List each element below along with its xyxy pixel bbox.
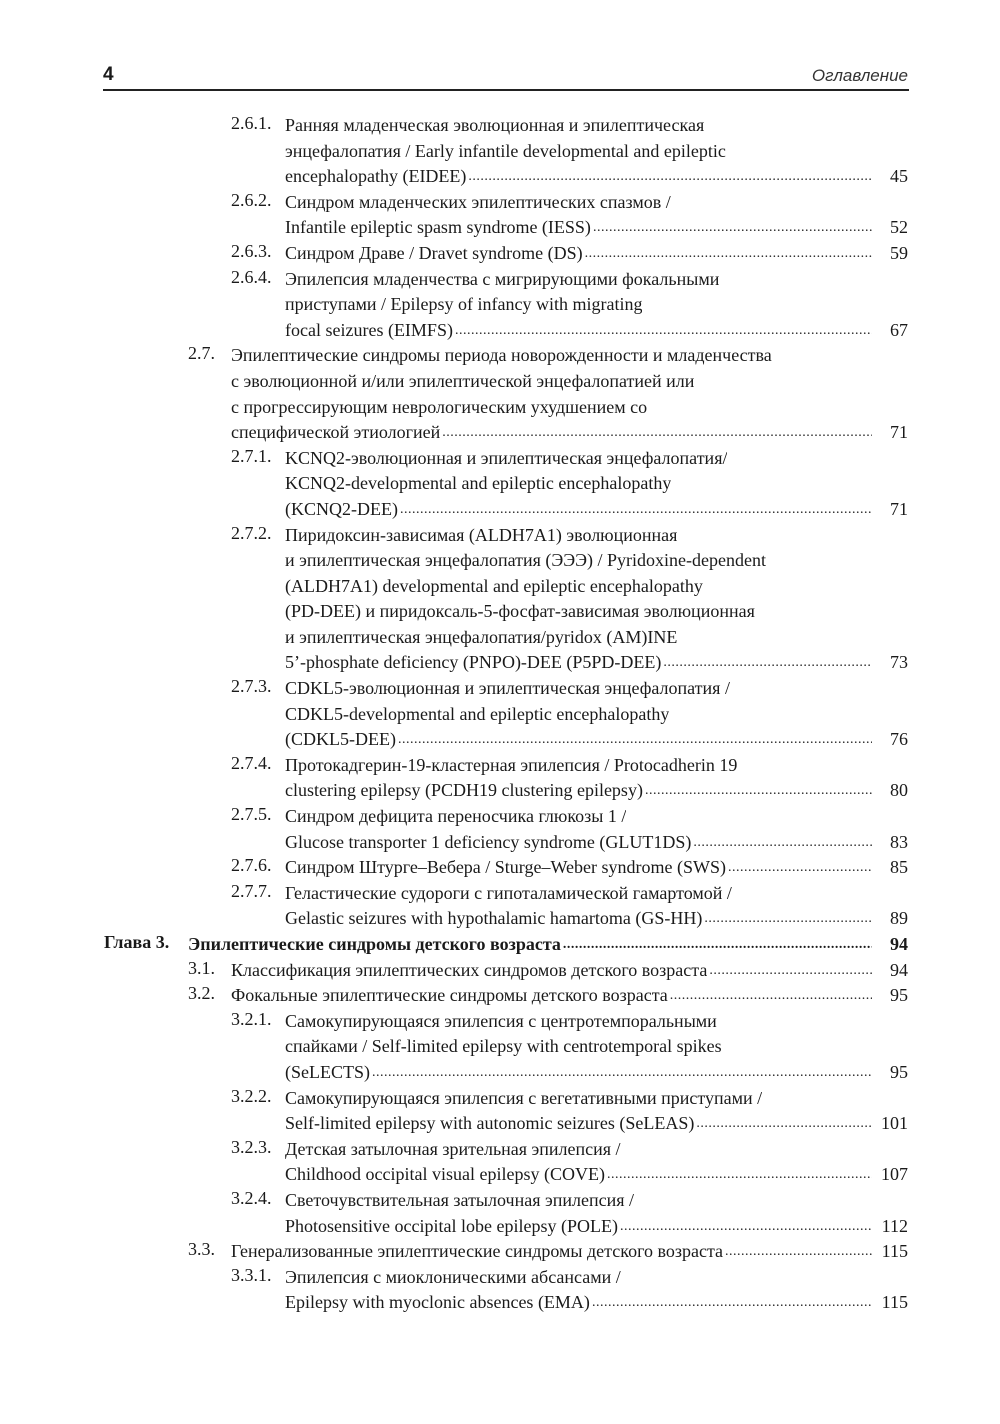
toc-page-number: 80 — [890, 780, 908, 801]
toc-entry-number: 3.3. — [188, 1239, 215, 1260]
toc-entry-number: 2.7.5. — [231, 804, 272, 825]
toc-entry-title: и эпилептическая энцефалопатия (ЭЭЭ) / Pyridoxine-dependent — [285, 550, 766, 571]
toc-entry[interactable] — [0, 241, 1000, 267]
toc-entry-line — [0, 804, 1000, 830]
toc-entry-title: CDKL5-developmental and epileptic encephalopathy — [285, 703, 670, 724]
toc-entry-title: Эпилепсия с миоклоническими абсансами / — [285, 1266, 621, 1287]
toc-entry-title: Glucose transporter 1 deficiency syndrome (GLUT1DS) — [285, 831, 692, 852]
toc-entry-line — [0, 650, 1000, 676]
dot-leader — [370, 1060, 872, 1086]
toc-entry-number: 2.6.2. — [231, 189, 272, 210]
toc-page-number: 71 — [890, 498, 908, 519]
dot-leader — [691, 830, 872, 856]
toc-entry-title: (PD-DEE) и пиридоксаль-5-фосфат-зависимая эволюционная — [285, 601, 755, 622]
toc-entry-number: 2.6.4. — [231, 266, 272, 287]
toc-entry[interactable] — [0, 343, 1000, 445]
toc-page-number: 112 — [881, 1215, 908, 1236]
toc-entry-line — [0, 778, 1000, 804]
toc-entry[interactable] — [0, 523, 1000, 677]
toc-entry-number: 2.7.6. — [231, 855, 272, 876]
dot-leader — [702, 906, 872, 932]
toc-entry-title: и эпилептическая энцефалопатия/pyridox (AM)INE — [285, 626, 678, 647]
toc-entry-line — [0, 471, 1000, 497]
toc-entry[interactable] — [0, 753, 1000, 804]
toc-entry-line — [0, 1239, 1000, 1265]
dot-leader — [605, 1162, 872, 1188]
toc-entry[interactable] — [0, 983, 1000, 1009]
toc-entry-line — [0, 241, 1000, 267]
toc-entry-title: focal seizures (EIMFS) — [285, 319, 453, 340]
toc-entry[interactable] — [0, 1137, 1000, 1188]
toc-entry-line — [0, 318, 1000, 344]
toc-entry[interactable] — [0, 804, 1000, 855]
toc-entry-line — [0, 1214, 1000, 1240]
toc-entry-number: 3.2. — [188, 983, 215, 1004]
toc-entry-line — [0, 343, 1000, 369]
toc-entry-line — [0, 523, 1000, 549]
toc-entry[interactable] — [0, 267, 1000, 344]
toc-entry-line — [0, 267, 1000, 293]
toc-entry-line — [0, 139, 1000, 165]
toc-entry-number: 2.7.4. — [231, 752, 272, 773]
toc-entry-title: (KCNQ2-DEE) — [285, 498, 398, 519]
toc-entry-number: Глава 3. — [104, 932, 170, 952]
toc-entry-line — [0, 1188, 1000, 1214]
toc-entry-line — [0, 215, 1000, 241]
toc-entry-line — [0, 1162, 1000, 1188]
toc-entry-line — [0, 1111, 1000, 1137]
toc-entry-number: 2.7.1. — [231, 445, 272, 466]
toc-entry[interactable] — [0, 1239, 1000, 1265]
running-header-title: Оглавление — [811, 66, 908, 85]
toc-entry[interactable] — [0, 881, 1000, 932]
dot-leader — [643, 778, 872, 804]
toc-entry-title: Протокадгерин-19-кластерная эпилепсия / Protocadherin 19 — [285, 754, 738, 775]
toc-entry-line — [0, 676, 1000, 702]
toc-entry-number: 3.2.2. — [231, 1085, 272, 1106]
toc-page-number: 71 — [890, 422, 908, 443]
toc-entry-title: Эпилепсия младенчества с мигрирующими фокальными — [285, 268, 720, 289]
toc-page-number: 95 — [890, 1061, 908, 1082]
toc-page-number: 45 — [890, 166, 908, 187]
toc-entry-number: 3.3.1. — [231, 1264, 272, 1285]
toc-page-number: 83 — [890, 831, 908, 852]
dot-leader — [726, 855, 872, 881]
toc-entry-title: encephalopathy (EIDEE) — [285, 166, 467, 187]
toc-entry[interactable] — [0, 676, 1000, 753]
toc-entry-line — [0, 599, 1000, 625]
toc-entry-title: Самокупирующаяся эпилепсия с центротемпоральными — [285, 1010, 717, 1031]
toc-entry[interactable] — [0, 190, 1000, 241]
toc-entry-title: Светочувствительная затылочная эпилепсия / — [285, 1189, 634, 1210]
toc-entry-line — [0, 983, 1000, 1009]
toc-entry-title: Пиридоксин-зависимая (ALDH7A1) эволюционная — [285, 524, 678, 545]
toc-page-number: 76 — [890, 729, 908, 750]
toc-entry[interactable] — [0, 855, 1000, 881]
dot-leader — [591, 215, 872, 241]
toc-page-number: 101 — [881, 1113, 908, 1134]
toc-entry-number: 2.6.1. — [231, 113, 272, 133]
toc-entry-line — [0, 906, 1000, 932]
toc-entry-title: Фокальные эпилептические синдромы детского возраста — [231, 985, 668, 1006]
toc-entry-number: 3.1. — [188, 957, 215, 978]
toc-entry[interactable] — [0, 1265, 1000, 1316]
table-of-contents — [0, 113, 1000, 1316]
toc-entry[interactable] — [0, 1009, 1000, 1086]
toc-entry-number: 3.2.1. — [231, 1008, 272, 1029]
toc-entry-line — [0, 1060, 1000, 1086]
toc-entry-number: 2.6.3. — [231, 240, 272, 261]
toc-entry-title: KCNQ2-эволюционная и эпилептическая энцефалопатия/ — [285, 447, 728, 468]
toc-entry-line — [0, 753, 1000, 779]
toc-entry[interactable] — [0, 958, 1000, 984]
toc-page-number: 107 — [881, 1164, 908, 1185]
toc-entry-title: Childhood occipital visual epilepsy (COVE) — [285, 1164, 605, 1185]
toc-entry-line — [0, 1086, 1000, 1112]
dot-leader — [668, 983, 872, 1009]
toc-entry-title: Синдром дефицита переносчика глюкозы 1 / — [285, 806, 627, 827]
toc-entry-title: CDKL5-эволюционная и эпилептическая энцефалопатия / — [285, 678, 730, 699]
dot-leader — [466, 164, 872, 190]
toc-entry-line — [0, 164, 1000, 190]
toc-entry[interactable] — [0, 446, 1000, 523]
dot-leader — [453, 318, 872, 344]
toc-entry-line — [0, 830, 1000, 856]
toc-page-number: 73 — [890, 652, 908, 673]
toc-entry-title: Генерализованные эпилептические синдромы детского возраста — [231, 1241, 724, 1262]
toc-entry-number: 3.2.3. — [231, 1136, 272, 1157]
toc-entry-line — [0, 190, 1000, 216]
dot-leader — [707, 958, 872, 984]
toc-entry-line — [0, 369, 1000, 395]
toc-entry-line — [0, 574, 1000, 600]
toc-entry-title: Самокупирующаяся эпилепсия с вегетативными приступами / — [285, 1087, 763, 1108]
toc-entry-title: Photosensitive occipital lobe epilepsy (POLE) — [285, 1215, 618, 1236]
dot-leader — [723, 1239, 872, 1265]
toc-entry-title: Синдром младенческих эпилептических спазмов / — [285, 191, 671, 212]
toc-entry-title: (SeLECTS) — [285, 1061, 370, 1082]
toc-entry-line — [0, 292, 1000, 318]
toc-entry-title: с прогрессирующим неврологическим ухудшением со — [231, 396, 648, 417]
toc-entry-title: Синдром Драве / Dravet syndrome (DS) — [285, 242, 583, 263]
dot-leader — [561, 932, 872, 958]
toc-entry-line — [0, 420, 1000, 446]
toc-page-number: 94 — [890, 934, 908, 954]
toc-page-number: 67 — [890, 319, 908, 340]
toc-entry[interactable] — [0, 1086, 1000, 1137]
toc-entry-number: 2.7.7. — [231, 880, 272, 901]
dot-leader — [694, 1111, 872, 1137]
toc-page-number: 52 — [890, 217, 908, 238]
toc-entry-line — [0, 497, 1000, 523]
toc-entry[interactable] — [0, 113, 1000, 190]
toc-entry-title: 5’-phosphate deficiency (PNPO)-DEE (P5PD-DEE) — [285, 652, 662, 673]
toc-entry-title: Детская затылочная зрительная эпилепсия / — [285, 1138, 621, 1159]
toc-entry-line — [0, 855, 1000, 881]
toc-entry-title: Синдром Штурге–Вебера / Sturge–Weber syndrome (SWS) — [285, 857, 726, 878]
toc-entry-line — [0, 548, 1000, 574]
toc-entry-title: (ALDH7A1) developmental and epileptic encephalopathy — [285, 575, 703, 596]
toc-entry-title: энцефалопатия / Early infantile developmental and epileptic — [285, 140, 726, 161]
toc-entry-title: Классификация эпилептических синдромов детского возраста — [231, 959, 708, 980]
toc-entry[interactable] — [0, 1188, 1000, 1239]
toc-entry-line — [0, 1034, 1000, 1060]
dot-leader — [396, 727, 872, 753]
dot-leader — [661, 650, 872, 676]
toc-entry-number: 2.7.2. — [231, 522, 272, 543]
toc-entry-title: Геластические судороги с гипоталамической гамартомой / — [285, 882, 732, 903]
toc-entry-number: 2.7. — [188, 343, 215, 364]
toc-page-number: 94 — [890, 959, 908, 980]
toc-entry-line — [0, 1137, 1000, 1163]
page-number: 4 — [103, 64, 114, 85]
toc-entry-number: 3.2.4. — [231, 1187, 272, 1208]
toc-entry-title: Ранняя младенческая эволюционная и эпилептическая — [285, 115, 705, 135]
toc-entry-title: Self-limited epilepsy with autonomic seizures (SeLEAS) — [285, 1113, 695, 1134]
toc-entry[interactable] — [0, 932, 1000, 958]
header-rule — [103, 89, 909, 91]
toc-entry-title: Gelastic seizures with hypothalamic hamartoma (GS-HH) — [285, 908, 703, 929]
toc-page-number: 89 — [890, 908, 908, 929]
toc-entry-line — [0, 881, 1000, 907]
toc-page-number: 115 — [881, 1241, 908, 1262]
toc-entry-line — [0, 702, 1000, 728]
toc-entry-line — [0, 1009, 1000, 1035]
toc-entry-line — [0, 395, 1000, 421]
toc-entry-line — [0, 932, 1000, 958]
toc-entry-title: Эпилептические синдромы периода новорожденности и младенчества — [231, 345, 772, 366]
dot-leader — [618, 1214, 872, 1240]
toc-page-number: 95 — [890, 985, 908, 1006]
toc-entry-title: специфической этиологией — [231, 422, 441, 443]
dot-leader — [440, 420, 872, 446]
toc-entry-line — [0, 958, 1000, 984]
toc-entry-title: Epilepsy with myoclonic absences (EMA) — [285, 1292, 590, 1313]
toc-entry-title: Infantile epileptic spasm syndrome (IESS) — [285, 217, 591, 238]
toc-entry-title: приступами / Epilepsy of infancy with migrating — [285, 294, 643, 315]
toc-entry-line — [0, 1265, 1000, 1291]
toc-entry-line — [0, 1290, 1000, 1316]
toc-entry-title: (CDKL5-DEE) — [285, 729, 396, 750]
toc-page-number: 59 — [890, 242, 908, 263]
toc-entry-line — [0, 446, 1000, 472]
toc-entry-line — [0, 113, 1000, 139]
toc-entry-line — [0, 727, 1000, 753]
dot-leader — [583, 241, 872, 267]
toc-entry-title: Эпилептические синдромы детского возраста — [188, 934, 561, 954]
toc-entry-line — [0, 625, 1000, 651]
toc-entry-title: спайками / Self-limited epilepsy with centrotemporal spikes — [285, 1036, 722, 1057]
toc-entry-title: с эволюционной и/или эпилептической энцефалопатией или — [231, 370, 695, 391]
toc-entry-title: KCNQ2-developmental and epileptic encephalopathy — [285, 473, 672, 494]
dot-leader — [590, 1290, 872, 1316]
toc-entry-number: 2.7.3. — [231, 676, 272, 697]
toc-entry-title: clustering epilepsy (PCDH19 clustering epilepsy) — [285, 780, 643, 801]
toc-page-number: 115 — [881, 1292, 908, 1313]
dot-leader — [398, 497, 872, 523]
toc-page-number: 85 — [890, 857, 908, 878]
